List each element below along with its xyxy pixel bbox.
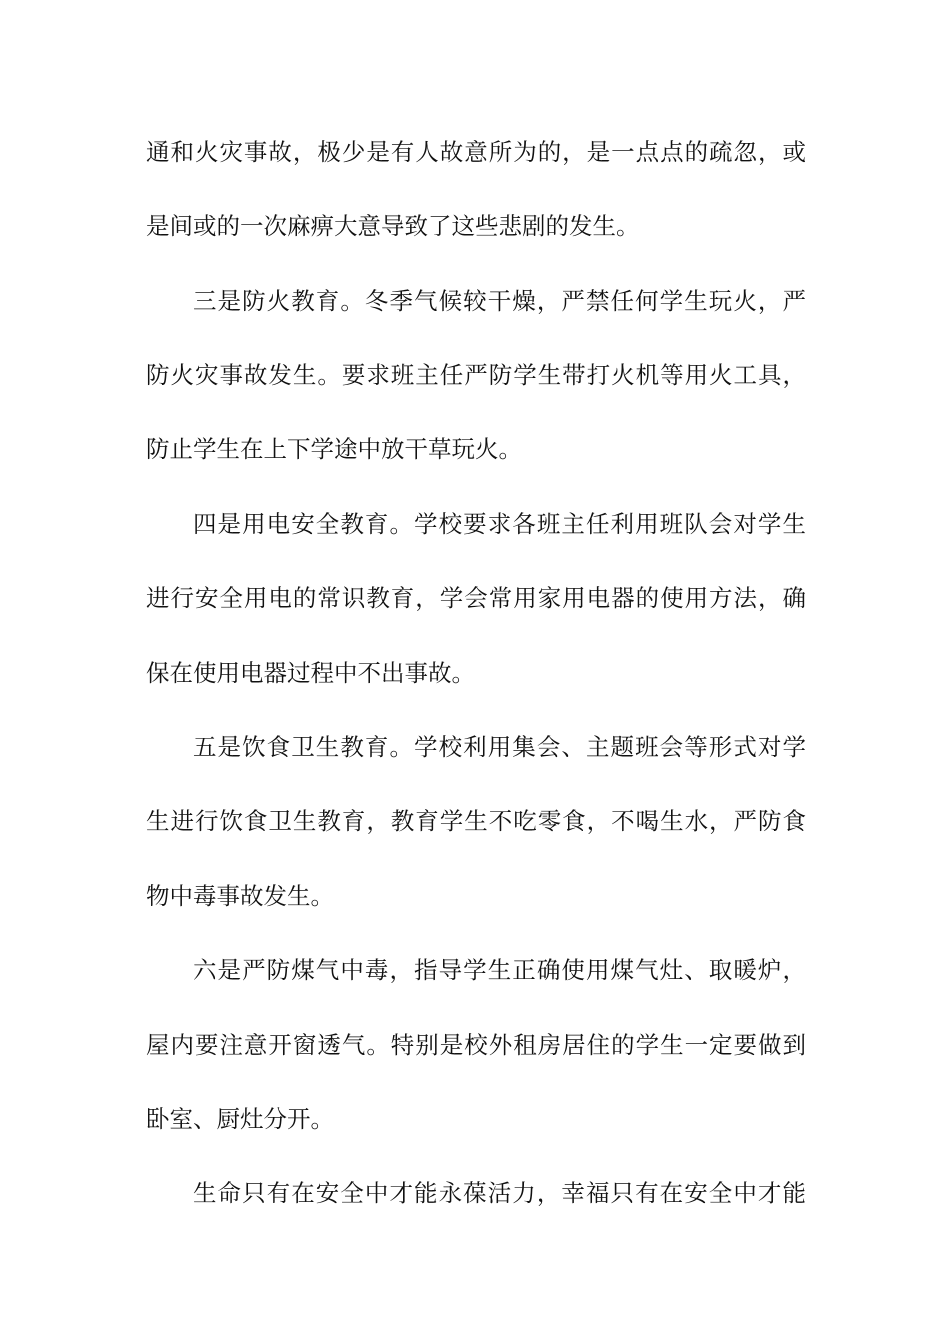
paragraph-first-line: 三是防火教育。冬季气候较干燥，严禁任何学生玩火，严	[193, 287, 806, 315]
paragraph-first-line: 四是用电安全教育。学校要求各班主任利用班队会对学生	[193, 510, 806, 538]
text-line: 卧室、厨灶分开。	[146, 1105, 334, 1133]
text-line: 通和火灾事故，极少是有人故意所为的，是一点点的疏忽，或	[146, 138, 806, 166]
paragraph-first-line: 六是严防煤气中毒，指导学生正确使用煤气灶、取暖炉，	[193, 956, 806, 984]
text-line: 物中毒事故发生。	[146, 882, 334, 910]
paragraph-first-line: 五是饮食卫生教育。学校利用集会、主题班会等形式对学	[193, 733, 806, 761]
paragraph-first-line: 生命只有在安全中才能永葆活力，幸福只有在安全中才能	[193, 1179, 806, 1207]
text-line: 防火灾事故发生。要求班主任严防学生带打火机等用火工具，	[146, 361, 806, 389]
text-line: 屋内要注意开窗透气。特别是校外租房居住的学生一定要做到	[146, 1031, 806, 1059]
text-line: 进行安全用电的常识教育，学会常用家用电器的使用方法，确	[146, 584, 806, 612]
text-line: 生进行饮食卫生教育，教育学生不吃零食，不喝生水，严防食	[146, 807, 806, 835]
text-line: 保在使用电器过程中不出事故。	[146, 659, 475, 687]
text-line: 是间或的一次麻痹大意导致了这些悲剧的发生。	[146, 212, 640, 240]
text-line: 防止学生在上下学途中放干草玩火。	[146, 435, 522, 463]
